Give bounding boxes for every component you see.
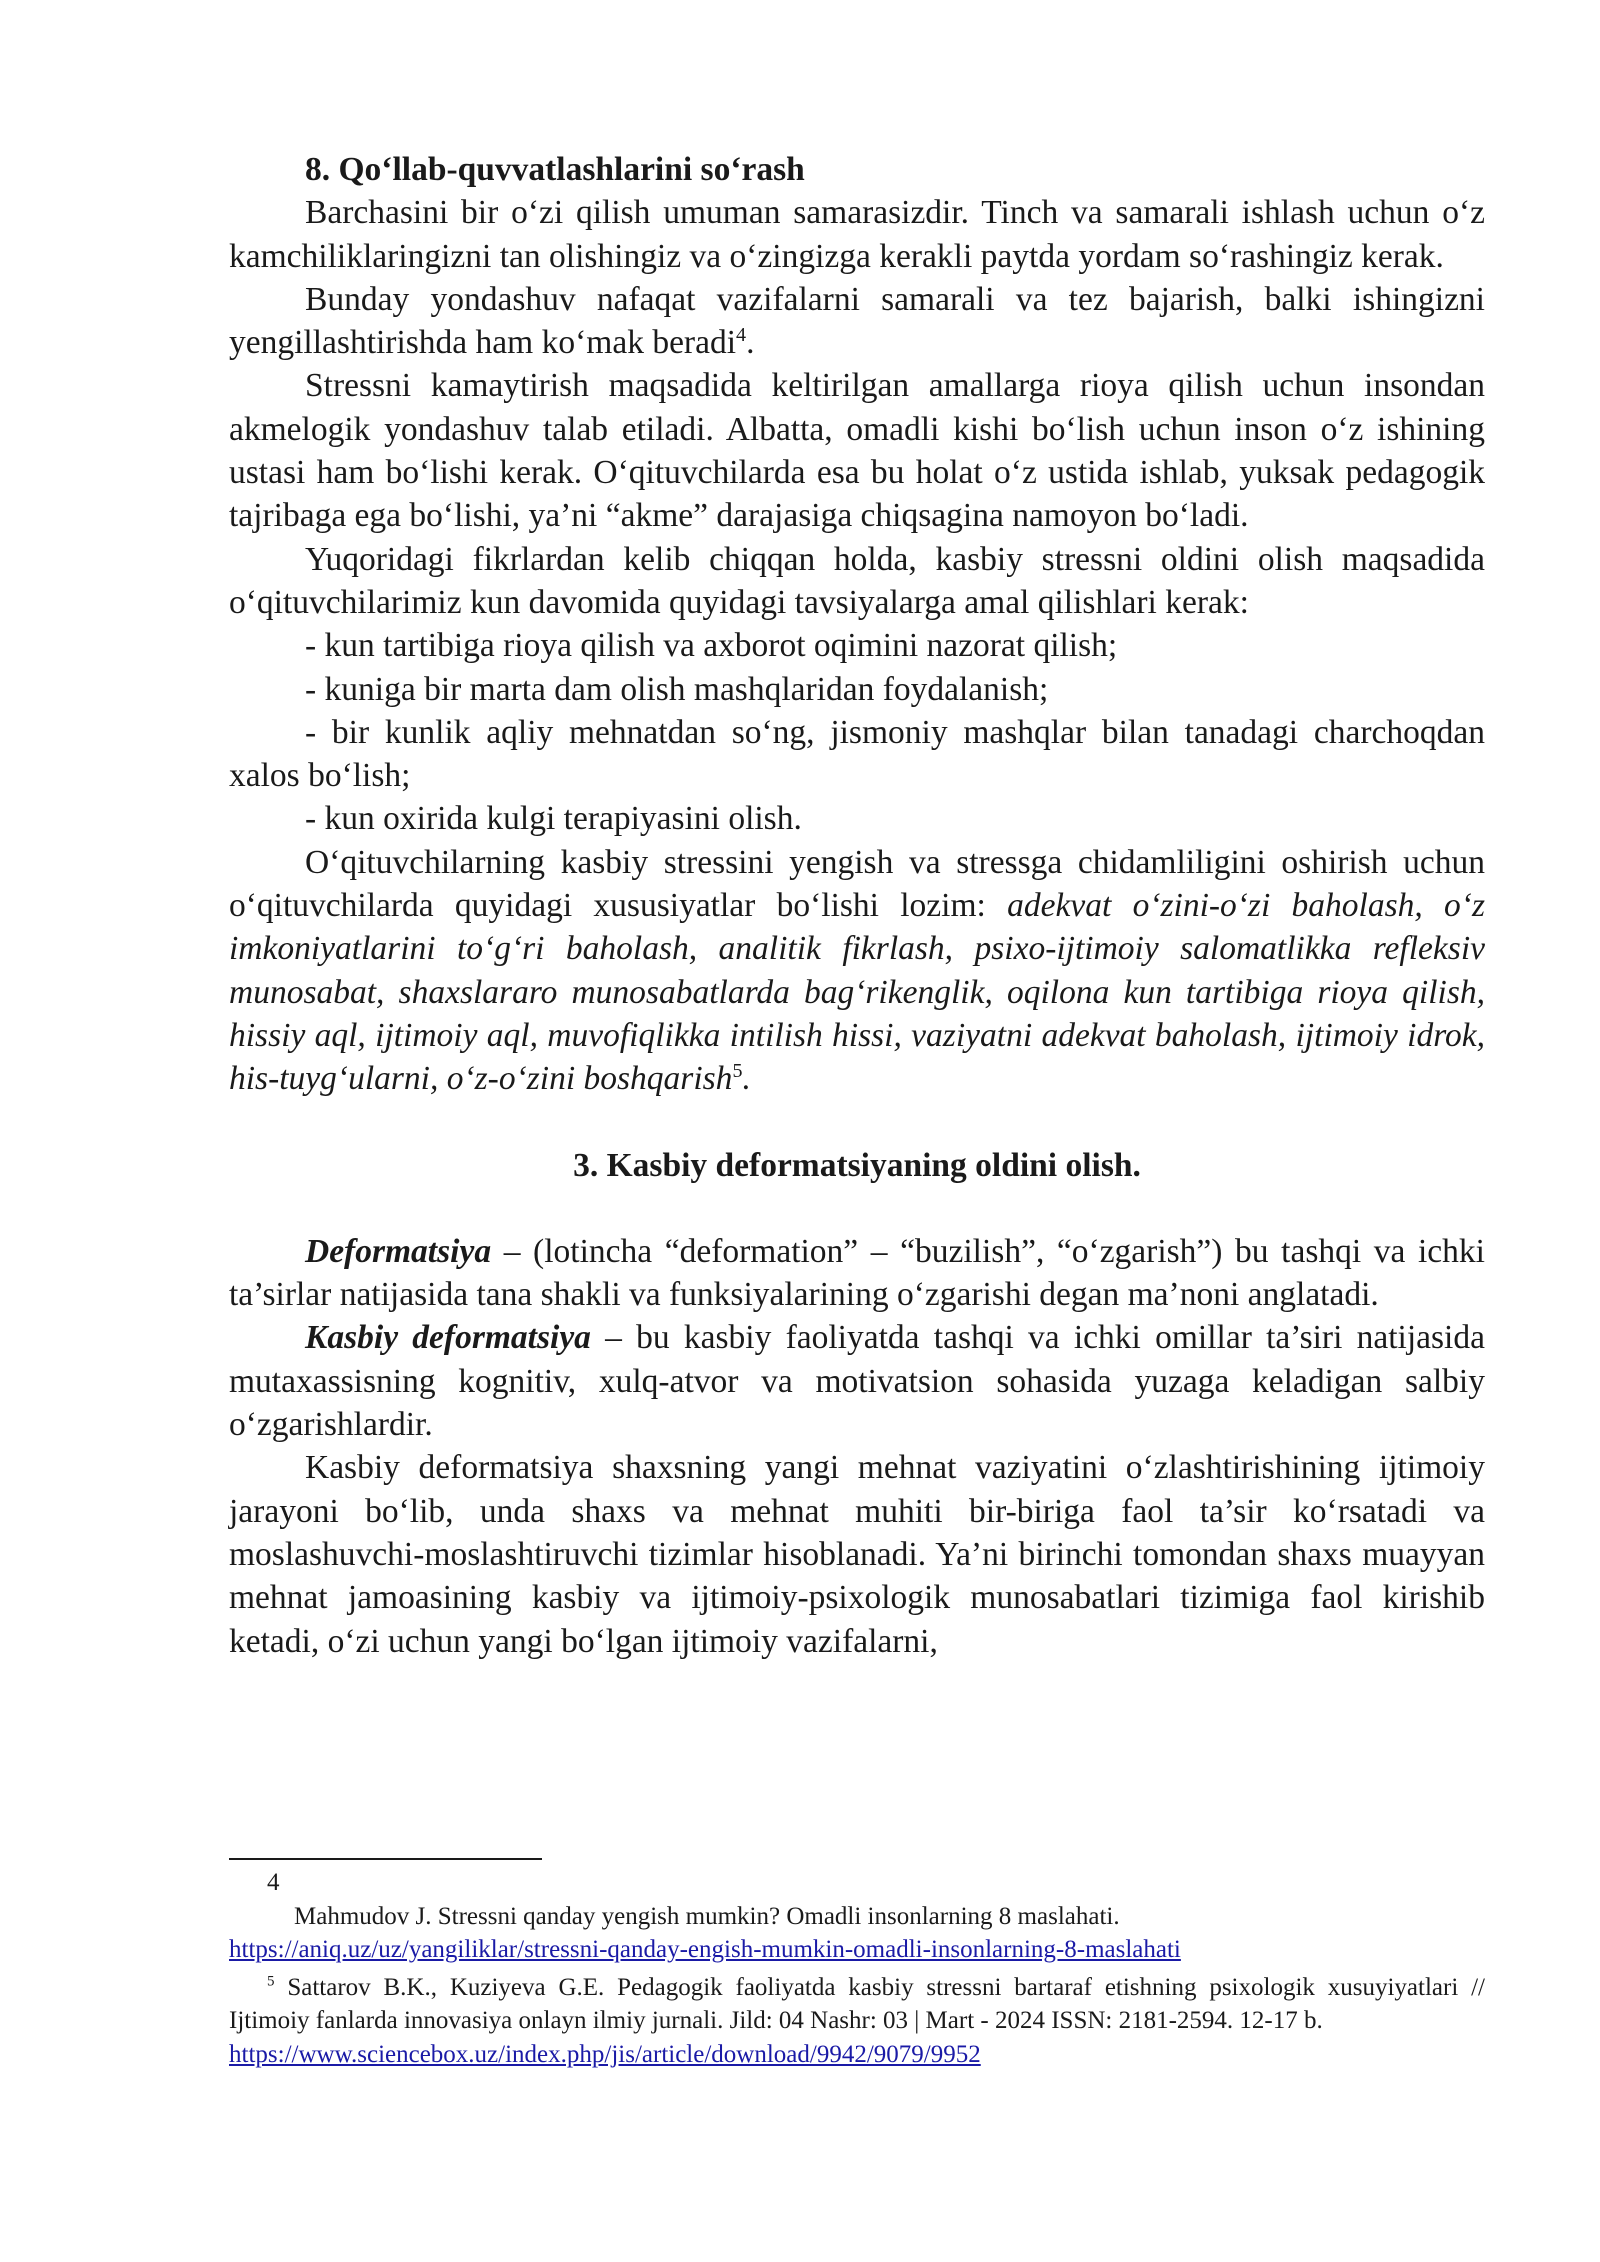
footnote-divider [229, 1858, 542, 1860]
page-body [229, 148, 1485, 1663]
section-8-paragraph-5 [229, 841, 1485, 1101]
paragraph-5-italic: adekvat o‘zini-o‘zi baholash, o‘z imkoniyatlarini to‘g‘ri baholash, analitik fikrlash, psixo-ijtimoiy salomatlikka refleksiv munosabat, shaxslararo munosabatlarda bag‘rikenglik, oqilona kun tartibiga rioya qilish, hissiy aql, ijtimoiy aql, muvofiqlikka intilish hissi, vaziyatni adekvat baholash, ijtimoiy idrok, his-tuyg‘ularni, o‘z-o‘zini boshqarish [229, 887, 1485, 1098]
list-item: - kuniga bir marta dam olish mashqlaridan foydalanish; [305, 670, 1049, 708]
section-3-paragraph-2 [229, 1316, 1485, 1446]
section-8-paragraph-3: Stressni kamaytirish maqsadida keltirilgan amallarga rioya qilish uchun insondan akmelogik yondashuv talab etiladi. Albatta, omadli kishi bo‘lish uchun inson o‘z ishining ustasi ham bo‘lishi kerak. O‘qituvchilarda esa bu holat o‘z ustida ishlab, yuksak pedagogik tajribaga ega bo‘lishi, ya’ni “akme” darajasiga chiqsagina namoyon bo‘ladi. [229, 367, 1485, 535]
footnote-5-link-line [229, 2038, 1485, 2072]
section-8-paragraph-1: Barchasini bir o‘zi qilish umuman samarasizdir. Tinch va samarali ishlash uchun o‘z kamchiliklaringizni tan olishingiz va o‘zingizga kerakli paytda yordam so‘rashingiz kerak. [229, 194, 1485, 275]
footnote-5-text [229, 1971, 1485, 2038]
footnote-ref-5[interactable]: 5 [732, 1060, 743, 1083]
section-3-heading: 3. Kasbiy deformatsiyaning oldini olish. [573, 1146, 1141, 1184]
section-8-paragraph-2 [229, 278, 1485, 365]
footnote-5-number: 5 [267, 1973, 275, 1990]
definition-deformatsiya: – (lotincha “deformation” – “buzilish”, “o‘zgarish”) bu tashqi va ichki ta’sirlar natijasida tana shakli va funksiyalarining o‘zgarishi degan ma’noni anglatadi. [229, 1232, 1485, 1314]
footnote-4-text: Mahmudov J. Stressni qanday yengish mumkin? Omadli insonlarning 8 maslahati. [294, 1902, 1120, 1930]
list-item: - kun oxirida kulgi terapiyasini olish. [305, 800, 802, 838]
paragraph-2-text: Bunday yondashuv nafaqat vazifalarni samarali va tez bajarish, balki ishingizni yengillashtirishda ham ko‘mak beradi [229, 280, 1485, 362]
section-8-heading: 8. Qo‘llab-quvvatlashlarini so‘rash [305, 151, 805, 188]
footnote-5-link[interactable]: https://www.sciencebox.uz/index.php/jis/article/download/9942/9079/9952 [229, 2040, 981, 2068]
section-3-paragraph-3: Kasbiy deformatsiya shaxsning yangi mehnat vaziyatini o‘zlashtirishining ijtimoiy jarayoni bo‘lib, unda shaxs va mehnat muhiti bir-biriga faol ta’sir ko‘rsatadi va moslashuvchi-moslashtiruvchi tizimlar hisoblanadi. Ya’ni birinchi tomondan shaxs muayyan mehnat jamoasining kasbiy va ijtimoiy-psixologik munosabatlari tizimiga faol kirishib ketadi, o‘zi uchun yangi bo‘lgan ijtimoiy vazifalarni, [229, 1449, 1485, 1660]
definition-kasbiy-deformatsiya: – bu kasbiy faoliyatda tashqi va ichki omillar ta’siri natijasida mutaxassisning kognitiv, xulq-atvor va motivatsion sohasida yuzaga keladigan salbiy o‘zgarishlardir. [229, 1319, 1485, 1444]
footnote-4-link[interactable]: https://aniq.uz/uz/yangiliklar/stressni-qanday-engish-mumkin-omadli-insonlarning-8-maslahati [229, 1936, 1181, 1963]
term-kasbiy-deformatsiya: Kasbiy deformatsiya [305, 1319, 591, 1357]
list-item: - bir kunlik aqliy mehnatdan so‘ng, jismoniy mashqlar bilan tanadagi charchoqdan xalos bo‘lish; [229, 713, 1485, 795]
paragraph-2-end: . [746, 324, 755, 362]
footnote-4-number: 4 [267, 1869, 280, 1896]
footnotes [229, 1866, 1485, 2071]
footnote-5-body: Sattarov B.K., Kuziyeva G.E. Pedagogik faoliyatda kasbiy stressni bartaraf etishning psixologik xusuyiyatlari // Ijtimoiy fanlarda innovasiya onlayn ilmiy jurnali. Jild: 04 Nashr: 03 | Mart - 2024 ISSN: 2181-2594. 12-17 b. [229, 1973, 1485, 2034]
section-8-paragraph-4: Yuqoridagi fikrlardan kelib chiqqan holda, kasbiy stressni oldini olish maqsadida o‘qituvchilarimiz kun davomida quyidagi tavsiyalarga amal qilishlari kerak: [229, 540, 1485, 621]
paragraph-5-text: O‘qituvchilarning kasbiy stressini yengish va stressga chidamliligini oshirish uchun o‘qituvchilarda quyidagi xususiyatlar bo‘lishi lozim: [229, 843, 1485, 925]
section-3-paragraph-1 [229, 1230, 1485, 1317]
footnote-4-link-line [229, 1933, 1485, 1967]
paragraph-5-end: . [742, 1060, 751, 1098]
footnote-ref-4[interactable]: 4 [736, 324, 747, 347]
term-deformatsiya: Deformatsiya [305, 1232, 492, 1270]
list-item: - kun tartibiga rioya qilish va axborot oqimini nazorat qilish; [305, 627, 1118, 665]
